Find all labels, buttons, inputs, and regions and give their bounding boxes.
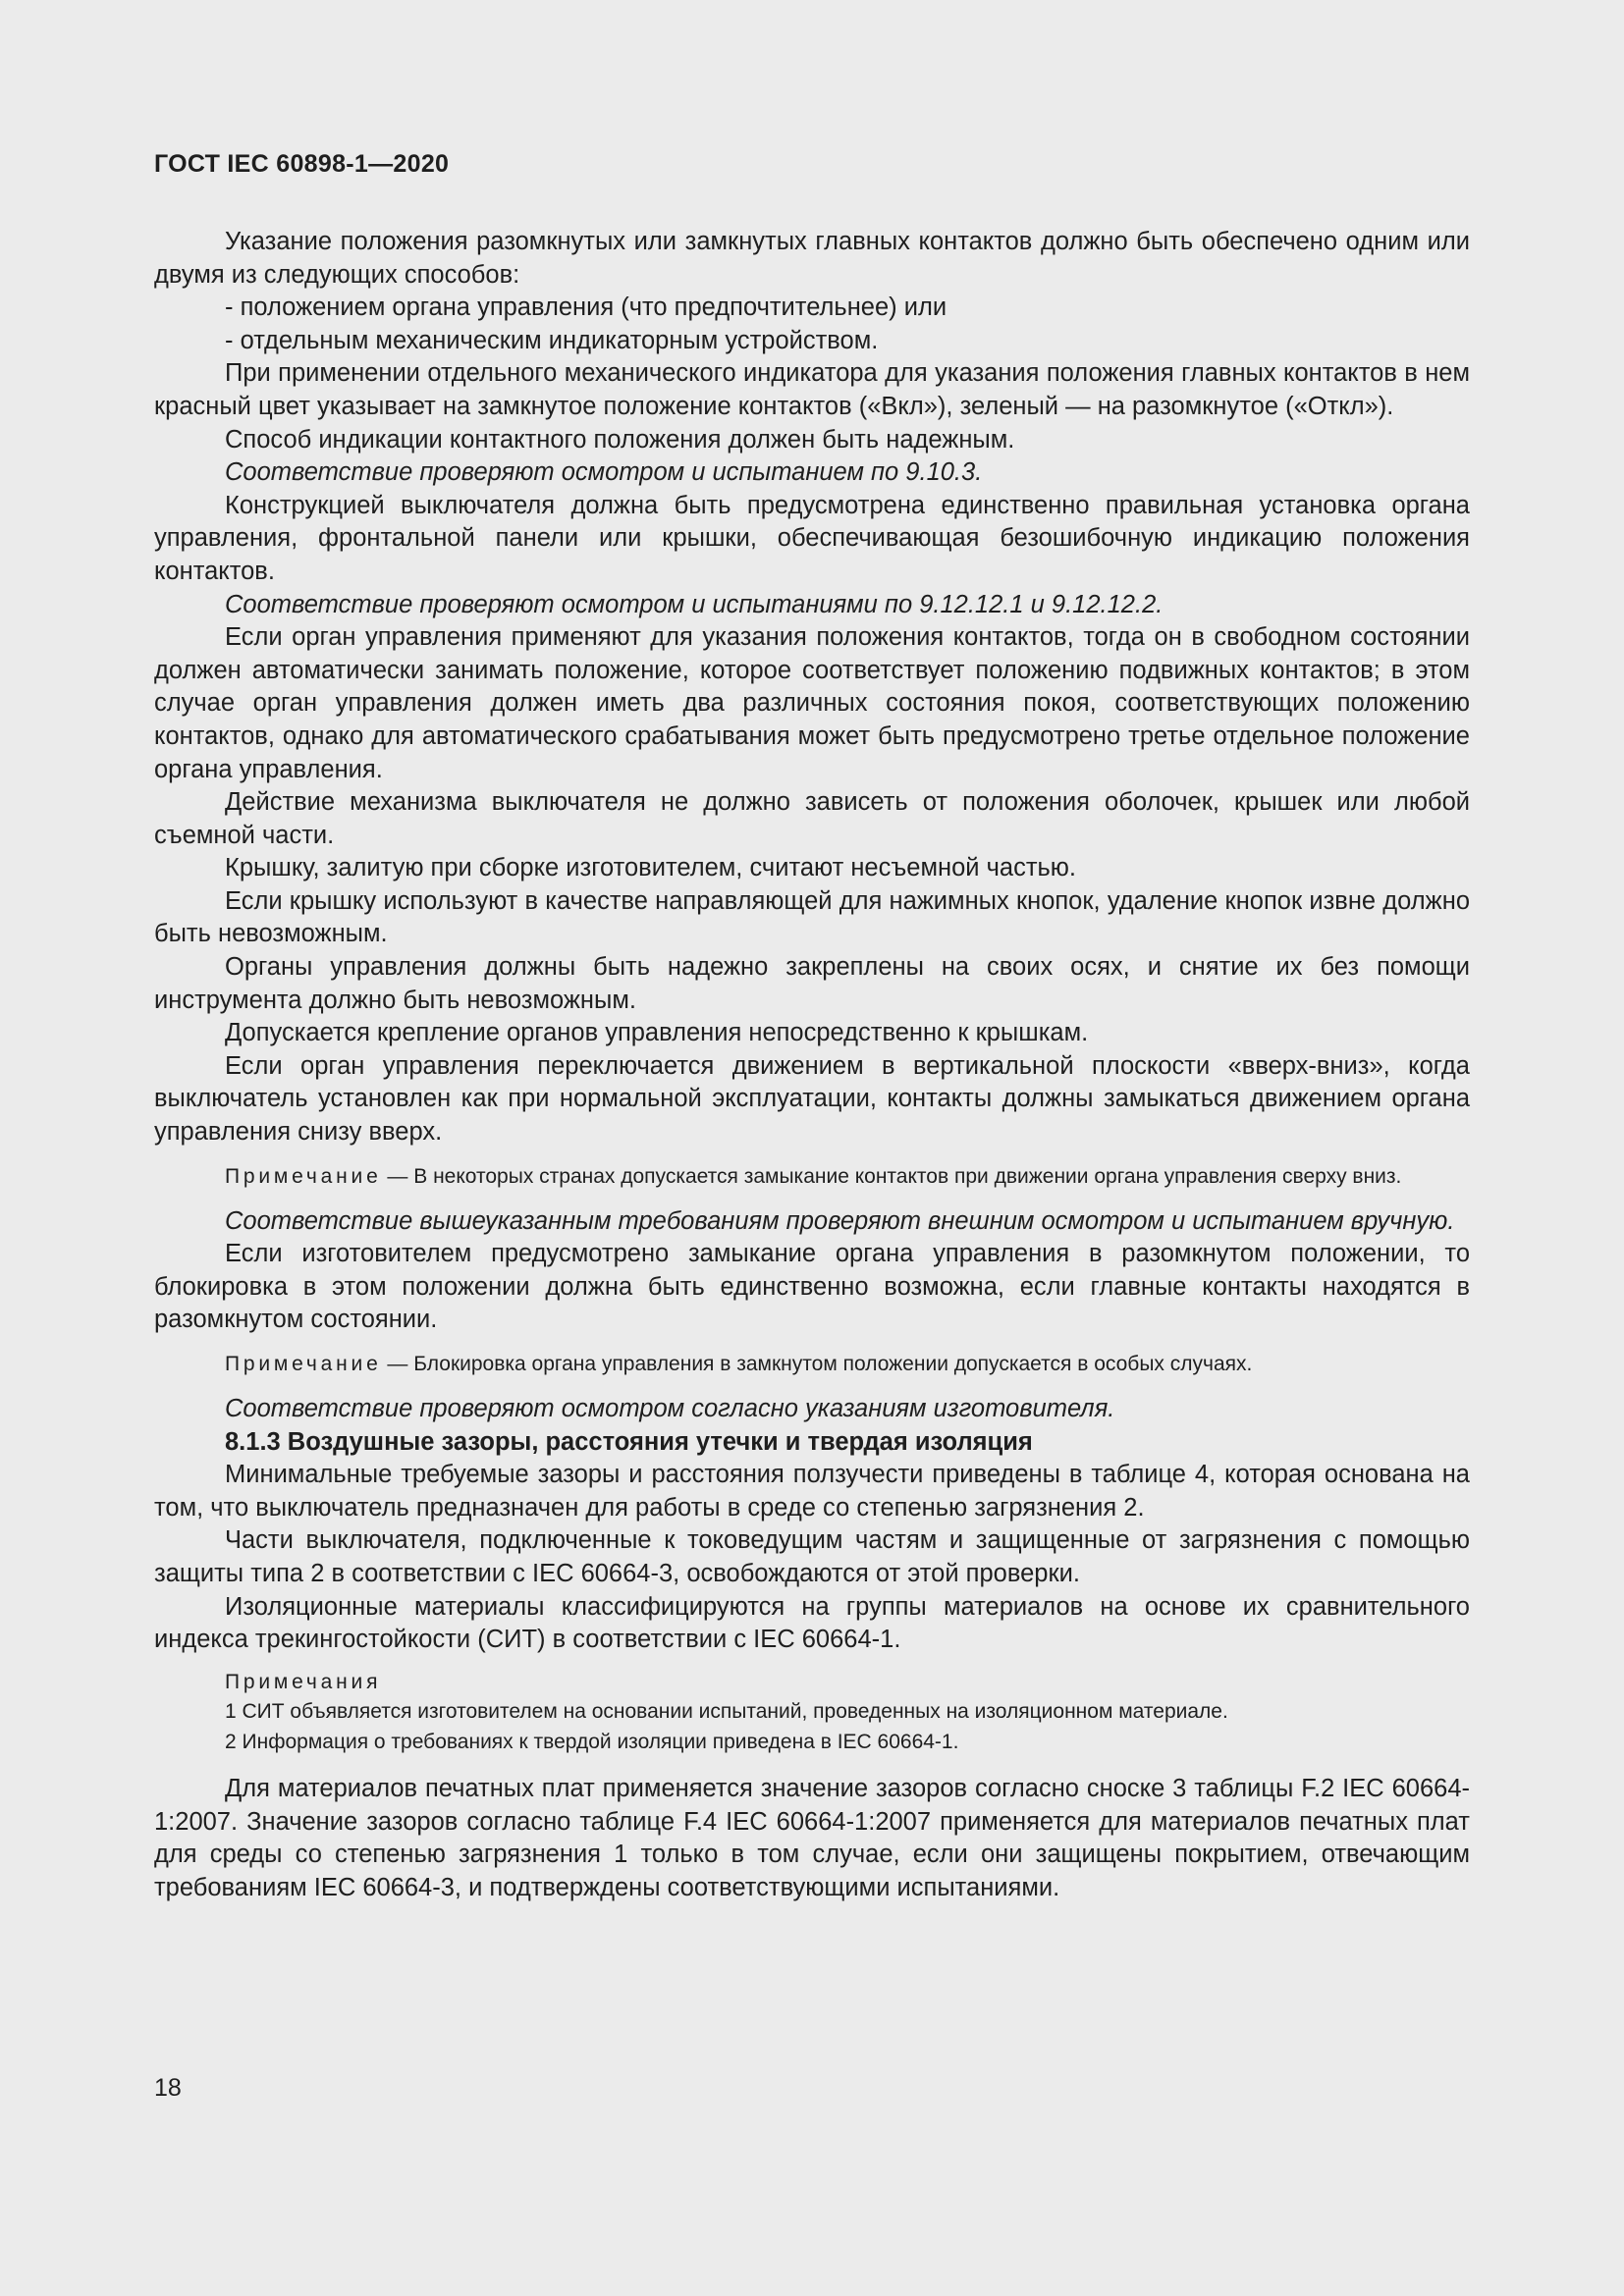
note-item: 1 СИТ объявляется изготовителем на основании испытаний, проведенных на изоляционном материале. xyxy=(225,1700,1228,1724)
compliance-check: Соответствие проверяют осмотром и испытаниями по 9.12.12.1 и 9.12.12.2. xyxy=(225,590,1164,618)
note-text: — Блокировка органа управления в замкнутом положении допускается в особых случаях. xyxy=(381,1353,1253,1375)
list-item: - положением органа управления (что предпочтительнее) или xyxy=(225,294,947,322)
paragraph: Для материалов печатных плат применяется значение зазоров согласно сноске 3 таблицы F.2 IEC 60664-1:2007. Значение зазоров согласно таблице F.4 IEC 60664-1:2007 применяется для материалов печатных плат для среды со степенью загрязнения 1 только в том случае, если они защищены покрытием, отвечающим требованиям IEC 60664-3, и подтверждены соответствующими испытаниями. xyxy=(154,1775,1470,1902)
note-item: 2 Информация о требованиях к твердой изоляции приведена в IEC 60664-1. xyxy=(225,1730,959,1753)
paragraph: Способ индикации контактного положения должен быть надежным. xyxy=(225,425,1015,454)
paragraph: Если орган управления применяют для указания положения контактов, тогда он в свободном состоянии должен автоматически занимать положение, которое соответствует положению подвижных контактов; в этом случае орган управления должен иметь два различных состояния покоя, соответствующих положению контактов, однако для автоматического срабатывания может быть предусмотрено третье отдельное положение органа управления. xyxy=(154,623,1470,783)
paragraph: Если изготовителем предусмотрено замыкание органа управления в разомкнутом положении, то блокировка в этом положении должна быть единственно возможна, если главные контакты находятся в разомкнутом состоянии. xyxy=(154,1240,1470,1334)
paragraph: Действие механизма выключателя не должно зависеть от положения оболочек, крышек или любой съемной части. xyxy=(154,788,1470,849)
note-label: Примечание xyxy=(225,1353,382,1375)
paragraph: Минимальные требуемые зазоры и расстояния ползучести приведены в таблице 4, которая основана на том, что выключатель предназначен для работы в среде со степенью загрязнения 2. xyxy=(154,1461,1470,1522)
document-body xyxy=(154,226,1470,1905)
paragraph: Изоляционные материалы классифицируются на группы материалов на основе их сравнительного индекса трекингостойкости (СИТ) в соответствии с IEC 60664-1. xyxy=(154,1592,1470,1654)
compliance-check: Соответствие вышеуказанным требованиям проверяют внешним осмотром и испытанием вручную. xyxy=(225,1206,1455,1235)
notes-label: Примечания xyxy=(225,1670,382,1693)
paragraph: Допускается крепление органов управления непосредственно к крышкам. xyxy=(225,1019,1089,1047)
compliance-check: Соответствие проверяют осмотром и испытанием по 9.10.3. xyxy=(225,458,983,487)
paragraph: Указание положения разомкнутых или замкнутых главных контактов должно быть обеспечено одним или двумя из следующих способов: xyxy=(154,228,1470,289)
paragraph: При применении отдельного механического индикатора для указания положения главных контактов в нем красный цвет указывает на замкнутое положение контактов («Вкл»), зеленый — на разомкнутое («Откл»). xyxy=(154,359,1470,420)
paragraph: Конструкцией выключателя должна быть предусмотрена единственно правильная установка органа управления, фронтальной панели или крышки, обеспечивающая безошибочную индикацию положения контактов. xyxy=(154,491,1470,585)
note-label: Примечание xyxy=(225,1164,382,1188)
note xyxy=(154,1162,1470,1192)
paragraph: Если крышку используют в качестве направляющей для нажимных кнопок, удаление кнопок извне должно быть невозможным. xyxy=(154,886,1470,948)
page-number: 18 xyxy=(154,2074,182,2102)
note xyxy=(154,1350,1470,1379)
section-heading: 8.1.3 Воздушные зазоры, расстояния утечки и твердая изоляция xyxy=(225,1427,1033,1456)
note-text: — В некоторых странах допускается замыкание контактов при движении органа управления сверху вниз. xyxy=(381,1164,1402,1188)
list-item: - отдельным механическим индикаторным устройством. xyxy=(225,326,879,354)
paragraph: Части выключателя, подключенные к токоведущим частям и защищенные от загрязнения с помощью защиты типа 2 в соответствии с IEC 60664-3, освобождаются от этой проверки. xyxy=(154,1526,1470,1587)
paragraph: Крышку, залитую при сборке изготовителем, считают несъемной частью. xyxy=(225,854,1076,882)
paragraph: Органы управления должны быть надежно закреплены на своих осях, и снятие их без помощи инструмента должно быть невозможным. xyxy=(154,953,1470,1014)
paragraph: Если орган управления переключается движением в вертикальной плоскости «вверх-вниз», когда выключатель установлен как при нормальной эксплуатации, контакты должны замыкаться движением органа управления снизу вверх. xyxy=(154,1051,1470,1147)
compliance-check: Соответствие проверяют осмотром согласно указаниям изготовителя. xyxy=(225,1395,1115,1422)
document-header: ГОСТ IEC 60898-1—2020 xyxy=(154,150,450,178)
notes-block xyxy=(154,1668,1470,1758)
